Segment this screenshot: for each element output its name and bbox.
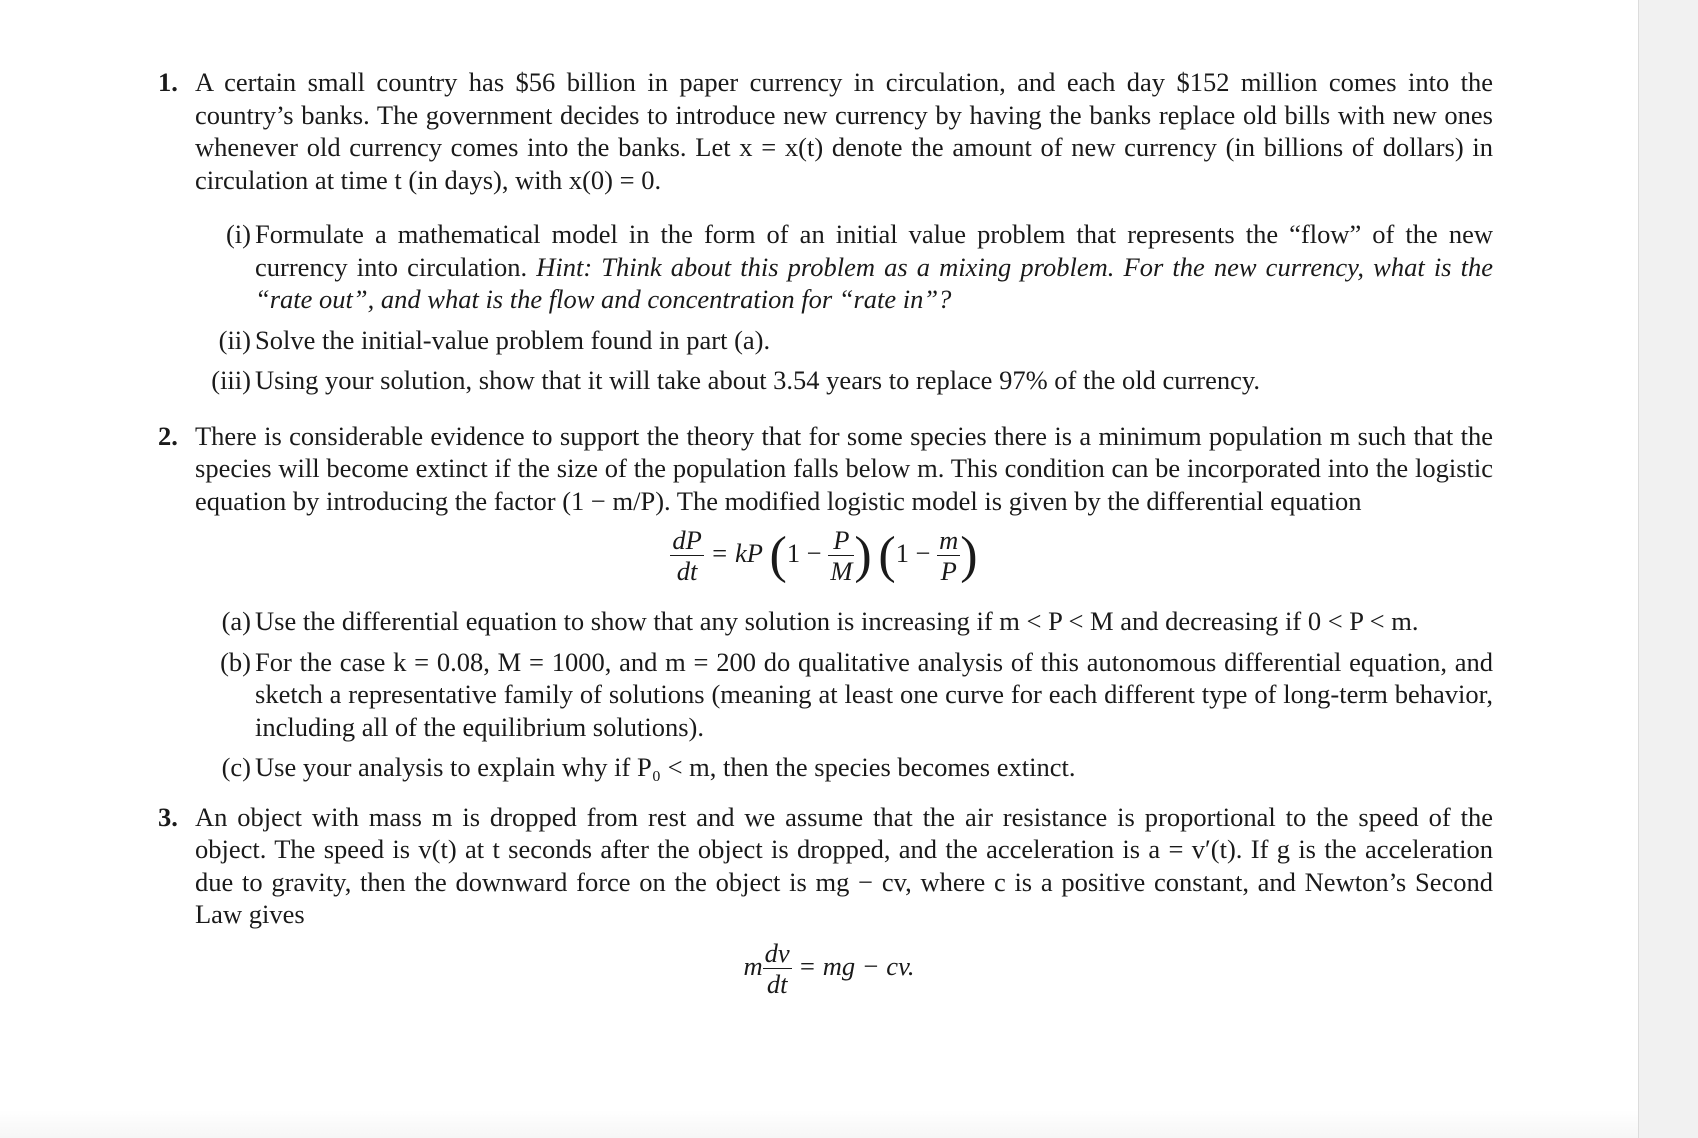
sub-part-text: For the case k = 0.08, M = 1000, and m = 200 do qualitative analysis of this autonomous differential equation, and sketch a representative family of solutions (meaning at least one curve for each different type of long-term behavior, including all of the equilibrium solutions). bbox=[255, 646, 1493, 742]
equation-term: = mg − cv. bbox=[798, 950, 915, 981]
problem-3 bbox=[158, 801, 1493, 1001]
sub-part-label: (ii) bbox=[218, 324, 251, 355]
paren-close: ) bbox=[854, 526, 872, 584]
sub-part-label: (c) bbox=[221, 752, 251, 782]
fraction-dP-dt: $\frac{dP}{dt}$ bbox=[672, 525, 702, 587]
problem-number: 1. bbox=[158, 67, 178, 97]
problem-number: 3. bbox=[158, 801, 178, 832]
sub-part-text: Formulate a mathematical model in the form of an initial value problem that represents the “flow” of the new currency into circulation. bbox=[255, 219, 1493, 282]
sub-part-text: Using your solution, show that it will take about 3.54 years to replace 97% of the old currency. bbox=[255, 365, 1261, 395]
sub-part-text: Use the differential equation to show that any solution is increasing if m < P < M and decreasing if 0 < P < m. bbox=[255, 606, 1419, 636]
scrollbar[interactable] bbox=[1638, 0, 1698, 1138]
sub-part bbox=[195, 324, 1493, 357]
sub-part bbox=[195, 605, 1493, 638]
sub-part-text: Use your analysis to explain why if P₀ < m, then the species becomes extinct. bbox=[255, 752, 1076, 782]
equation-term: m bbox=[743, 950, 763, 981]
sub-part bbox=[195, 646, 1493, 744]
sub-part-label: (a) bbox=[221, 606, 251, 636]
sub-parts bbox=[195, 218, 1493, 397]
sub-part-text: Solve the initial-value problem found in part (a). bbox=[255, 324, 771, 355]
page-bottom-edge bbox=[0, 1110, 1638, 1138]
sub-part bbox=[195, 218, 1493, 316]
sub-part bbox=[195, 751, 1493, 784]
paren-open: ( bbox=[769, 526, 787, 584]
sub-part-label: (iii) bbox=[211, 365, 251, 395]
sub-part-label: (i) bbox=[225, 219, 251, 249]
paren-close: ) bbox=[960, 526, 978, 584]
paren-open: ( bbox=[878, 526, 896, 584]
sub-part bbox=[195, 364, 1493, 397]
fraction-P-M: $\frac{P}{M}$ bbox=[830, 525, 853, 587]
equation-term: = kP bbox=[710, 538, 763, 568]
sub-parts bbox=[195, 605, 1493, 784]
newton-equation bbox=[195, 931, 1493, 1001]
hint-text: Hint: Think about this problem as a mixing problem. For the new currency, what is the “rate out”, and what is the flow and concentration for “rate in”? bbox=[255, 251, 1493, 314]
sub-part-label: (b) bbox=[220, 646, 251, 677]
problem-2 bbox=[158, 420, 1493, 784]
problem-text: An object with mass m is dropped from rest and we assume that the air resistance is proportional to the speed of the object. The speed is v(t) at t seconds after the object is dropped, and the acceleration is a = v′(t). If g is the acceleration due to gravity, then the downward force on the object is mg − cv, where c is a positive constant, and Newton’s Second Law gives bbox=[195, 801, 1493, 929]
equation-term: 1 − bbox=[895, 538, 931, 568]
problem-set bbox=[158, 66, 1493, 1001]
equation-term: 1 − bbox=[786, 538, 822, 568]
problem-text: A certain small country has $56 billion in paper currency in circulation, and each day $152 million comes into the country’s banks. The government decides to introduce new currency by having the banks replace old bills with new ones whenever old currency comes into the banks. Let x = x(t) denote the amount of new currency (in billions of dollars) in circulation at time t (in days), with x(0) = 0. bbox=[195, 67, 1493, 195]
fraction-dv-dt: $\frac{dv}{dt}$ bbox=[764, 937, 790, 999]
problem-number: 2. bbox=[158, 420, 178, 451]
logistic-equation bbox=[195, 517, 1493, 589]
problem-1 bbox=[158, 66, 1493, 397]
problem-text: There is considerable evidence to support the theory that for some species there is a minimum population m such that the species will become extinct if the size of the population falls below m. This condition can be incorporated into the logistic equation by introducing the factor (1 − m/P). The modified logistic model is given by the differential equation bbox=[195, 420, 1493, 516]
fraction-m-P: $\frac{m}{P}$ bbox=[939, 525, 959, 587]
